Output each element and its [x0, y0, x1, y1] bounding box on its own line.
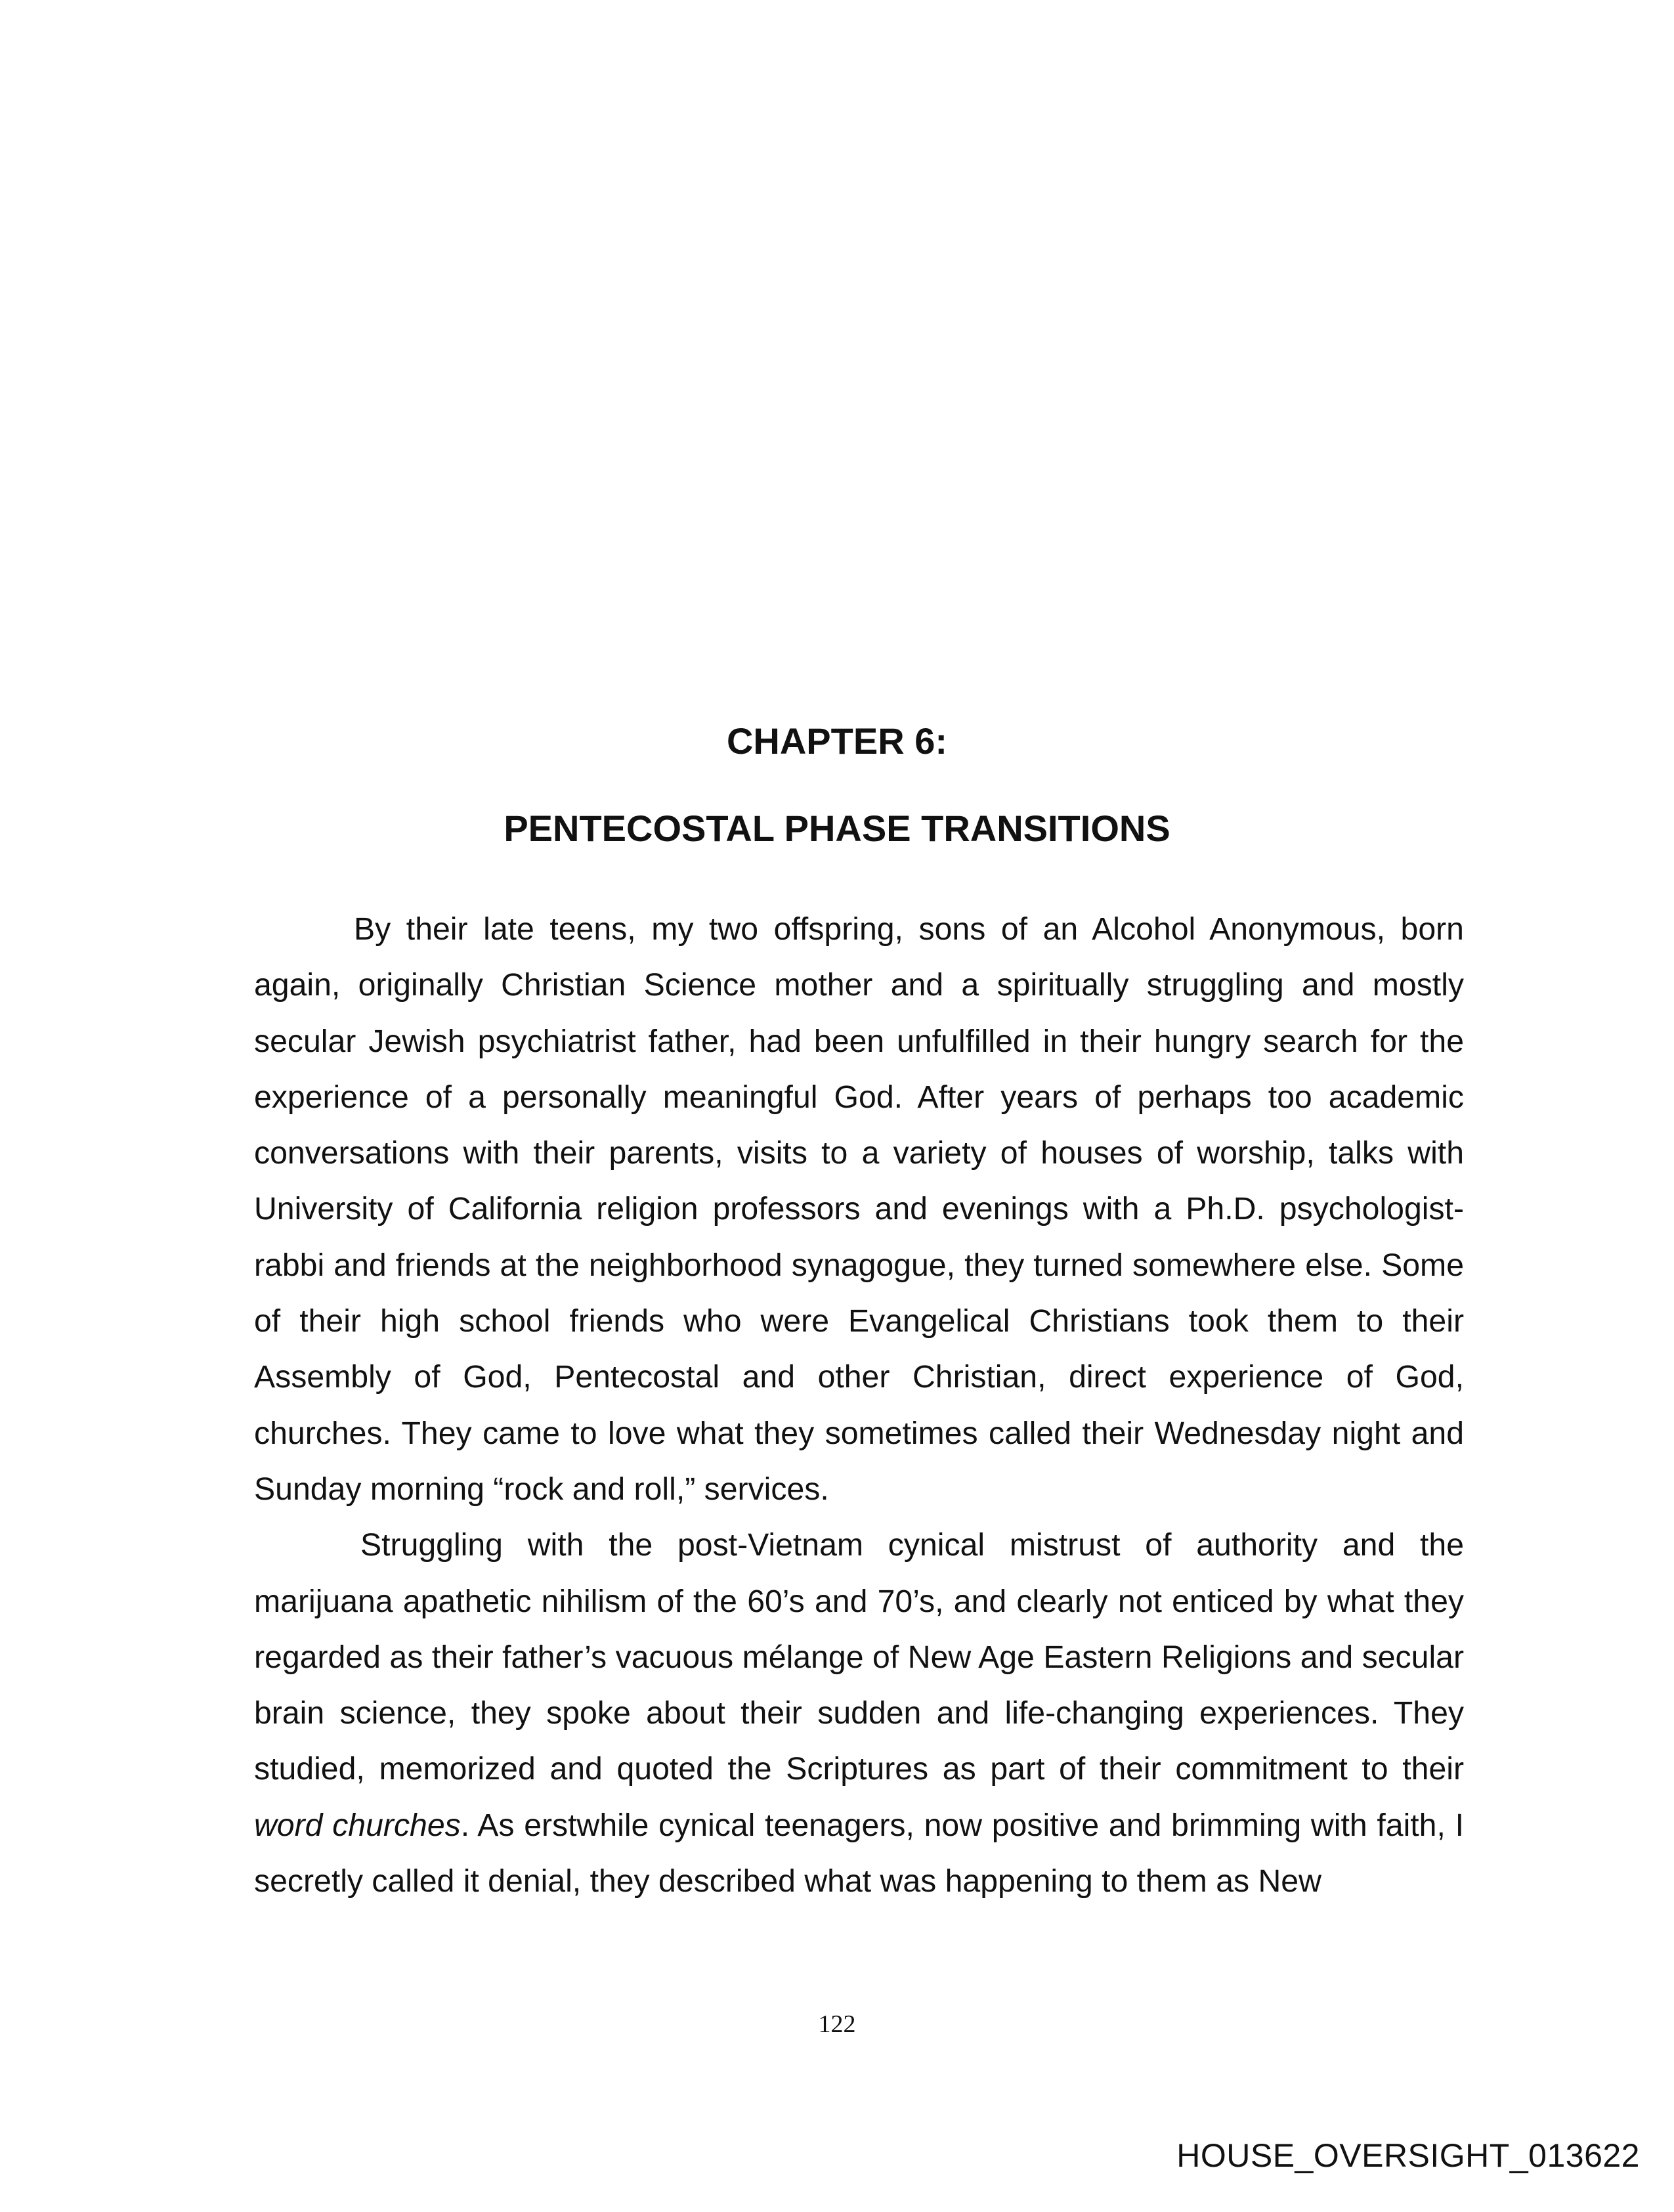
body-text	[254, 901, 1464, 1909]
paragraph-2-italic-phrase: word churches	[254, 1807, 461, 1843]
bates-number: HOUSE_OVERSIGHT_013622	[1176, 2137, 1640, 2174]
paragraph-2	[254, 1517, 1464, 1909]
paragraph-2-text-start: Struggling with the post-Vietnam cynical mistrust of authority and the marijuana apathetic nihilism of the 60’s and 70’s, and clearly not enticed by what they regarded as their father’s vacuous mélange of New Age Eastern Religions and secular brain science, they spoke about their sudden and life-changing experiences. They studied, memorized and quoted the Scriptures as part of their commitment to their	[254, 1527, 1464, 1787]
chapter-number: CHAPTER 6:	[726, 720, 948, 762]
page-number: 122	[818, 2010, 856, 2038]
paragraph-2-text-end: . As erstwhile cynical teenagers, now positive and brimming with faith, I secretly called it denial, they described what was happening to them as New	[254, 1807, 1464, 1899]
paragraph-1: By their late teens, my two offspring, sons of an Alcohol Anonymous, born again, originally Christian Science mother and a spiritually struggling and mostly secular Jewish psychiatrist father, had been unfulfilled in their hungry search for the experience of a personally meaningful God. After years of perhaps too academic conversations with their parents, visits to a variety of houses of worship, talks with University of California religion professors and evenings with a Ph.D. psychologist-rabbi and friends at the neighborhood synagogue, they turned somewhere else. Some of their high school friends who were Evangelical Christians took them to their Assembly of God, Pentecostal and other Christian, direct experience of God, churches. They came to love what they sometimes called their Wednesday night and Sunday morning “rock and roll,” services.	[254, 911, 1464, 1507]
chapter-title: PENTECOSTAL PHASE TRANSITIONS	[504, 808, 1170, 849]
